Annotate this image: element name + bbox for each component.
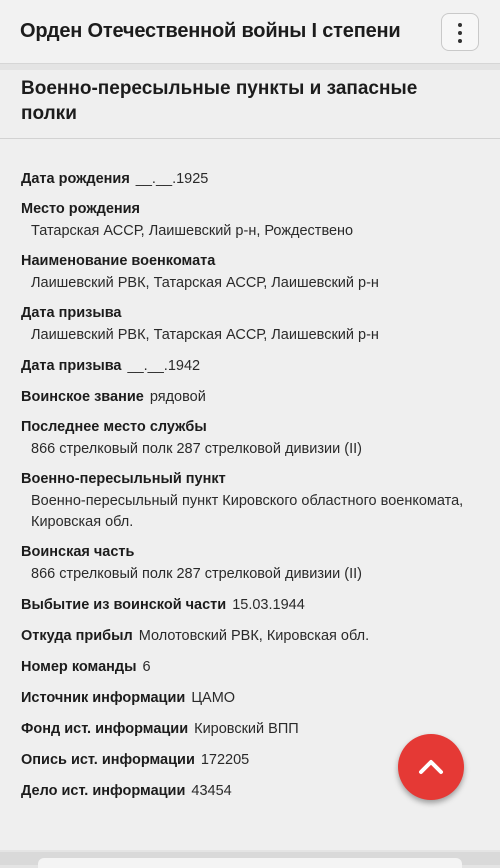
more-vertical-icon	[458, 23, 463, 47]
field-value: Лаишевский РВК, Татарская АССР, Лаишевский р-н	[31, 275, 379, 291]
field-value: Военно-пересыльный пункт Кировского областного военкомата, Кировская обл.	[31, 493, 464, 530]
field-label: Воинское звание	[21, 389, 144, 405]
chevron-up-icon	[417, 754, 445, 780]
field-label: Дело ист. информации	[21, 783, 186, 799]
field-last-service	[21, 417, 481, 460]
field-transit-point	[21, 469, 481, 533]
field-birth-date	[21, 168, 481, 190]
field-value: 172205	[200, 752, 250, 768]
field-value: 43454	[191, 783, 232, 799]
field-value: 866 стрелковый полк 287 стрелковой дивизии (II)	[31, 566, 362, 582]
field-departure-date	[21, 594, 481, 616]
field-label: Воинская часть	[21, 544, 135, 560]
field-arrived-from	[21, 625, 481, 647]
scroll-to-top-button[interactable]	[398, 734, 464, 800]
field-source	[21, 687, 481, 709]
address-bar[interactable]	[38, 858, 462, 868]
field-value: Кировский ВПП	[194, 721, 299, 737]
field-list	[21, 168, 481, 811]
field-label: Дата рождения	[21, 171, 130, 187]
app-header	[0, 0, 500, 64]
field-rank	[21, 386, 481, 408]
field-conscription-date	[21, 355, 481, 377]
field-label: Место рождения	[21, 201, 141, 217]
field-value: 15.03.1944	[232, 597, 305, 613]
browser-bottom-bar	[0, 852, 500, 865]
field-value: __.__.1942	[127, 358, 201, 374]
field-value: Татарская АССР, Лаишевский р-н, Рождествено	[31, 223, 354, 239]
field-military-unit	[21, 542, 481, 585]
field-team-number	[21, 656, 481, 678]
field-label: Последнее место службы	[21, 419, 207, 435]
field-label: Откуда прибыл	[21, 628, 133, 644]
field-label: Выбытие из воинской части	[21, 597, 227, 613]
field-value: 6	[142, 659, 151, 675]
section-title: Военно-пересыльные пункты и запасные полки	[21, 78, 418, 124]
field-label: Номер команды	[21, 659, 137, 675]
field-value: Лаишевский РВК, Татарская АССР, Лаишевский р-н	[31, 327, 379, 343]
field-label: Источник информации	[21, 690, 186, 706]
field-fund	[21, 718, 481, 740]
field-label: Фонд ист. информации	[21, 721, 189, 737]
field-value: ЦАМО	[191, 690, 236, 706]
page-title: Орден Отечественной войны I степени	[20, 20, 401, 42]
field-label: Наименование военкомата	[21, 253, 216, 269]
field-label: Военно-пересыльный пункт	[21, 471, 226, 487]
menu-button[interactable]	[441, 13, 479, 51]
field-value: __.__.1925	[135, 171, 209, 187]
field-military-office	[21, 251, 481, 294]
divider	[0, 138, 500, 139]
field-conscription-place	[21, 303, 481, 346]
field-value: 866 стрелковый полк 287 стрелковой дивизии (II)	[31, 441, 362, 457]
field-birth-place	[21, 199, 481, 242]
field-label: Дата призыва	[21, 358, 122, 374]
record-card	[0, 70, 500, 850]
field-label: Опись ист. информации	[21, 752, 195, 768]
field-label: Дата призыва	[21, 305, 122, 321]
field-value: рядовой	[149, 389, 206, 405]
field-value: Молотовский РВК, Кировская обл.	[138, 628, 370, 644]
